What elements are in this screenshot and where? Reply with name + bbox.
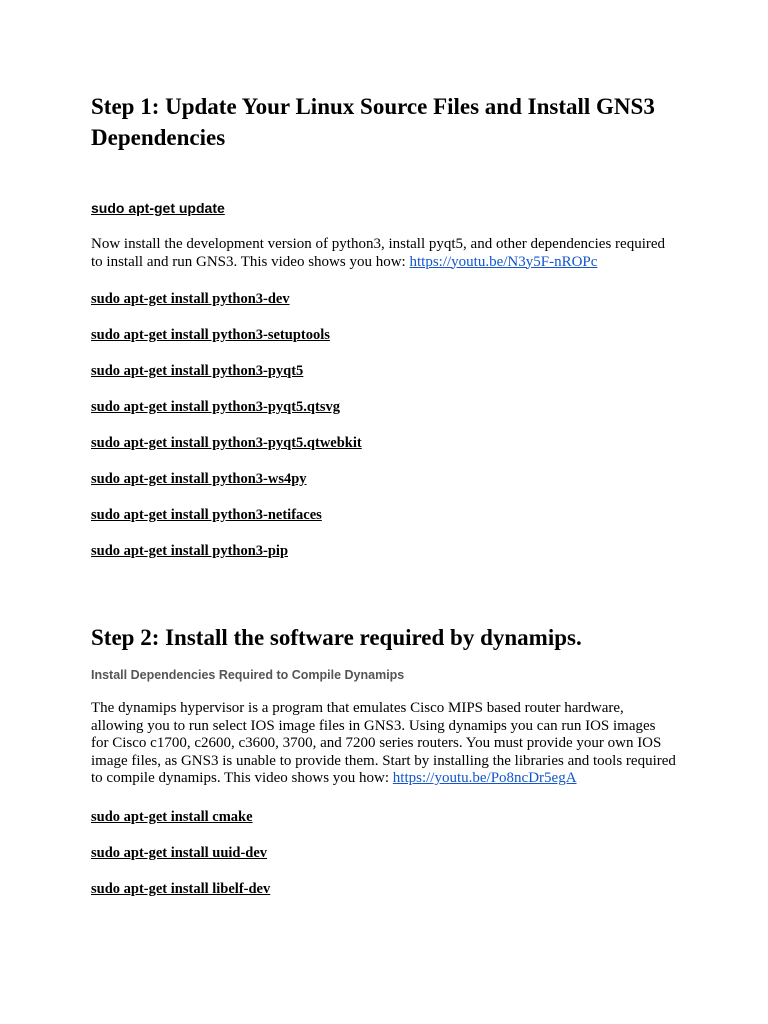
step2-subheading: Install Dependencies Required to Compile Dynamips <box>91 668 405 682</box>
command-python3-pip: sudo apt-get install python3-pip <box>91 543 289 559</box>
step1-heading-line1: Step 1: Update Your Linux Source Files and Install GNS3 <box>91 94 655 119</box>
step2-para-line5-text: to compile dynamips. This video shows you how: <box>91 770 393 787</box>
step1-intro-line1: Now install the development version of python3, install pyqt5, and other dependencies required <box>91 236 666 252</box>
command-uuid-dev: sudo apt-get install uuid-dev <box>91 845 268 861</box>
step2-para-line1: The dynamips hypervisor is a program that emulates Cisco MIPS based router hardware, <box>91 700 624 716</box>
command-python3-dev: sudo apt-get install python3-dev <box>91 291 290 307</box>
step1-intro-line2 <box>91 254 691 272</box>
step2-para-line2: allowing you to run select IOS image files in GNS3. Using dynamips you can run IOS images <box>91 717 656 734</box>
command-python3-setuptools: sudo apt-get install python3-setuptools <box>91 327 330 343</box>
step2-video-link[interactable]: https://youtu.be/Po8ncDr5egA <box>392 770 577 787</box>
step2-para-line4: image files, as GNS3 is unable to provide them. Start by installing the libraries and tools required <box>91 752 676 769</box>
command-python3-netifaces: sudo apt-get install python3-netifaces <box>91 507 322 523</box>
step2-para-line3: for Cisco c1700, c2600, c3600, 3700, and 7200 series routers. You must provide your own IOS <box>91 735 662 752</box>
command-cmake: sudo apt-get install cmake <box>91 809 253 825</box>
command-libelf-dev: sudo apt-get install libelf-dev <box>91 881 271 897</box>
step2-paragraph <box>91 700 691 788</box>
command-python3-pyqt5: sudo apt-get install python3-pyqt5 <box>91 363 304 379</box>
step1-video-link[interactable]: https://youtu.be/N3y5F-nROPc <box>409 253 598 270</box>
step1-intro-paragraph <box>91 236 691 271</box>
step2-heading: Step 2: Install the software required by dynamips. <box>91 625 582 650</box>
command-python3-pyqt5-qtsvg: sudo apt-get install python3-pyqt5.qtsvg <box>91 399 340 415</box>
step1-intro-line2-text: to install and run GNS3. This video shows you how: <box>91 253 410 270</box>
step1-heading <box>91 91 655 153</box>
command-python3-pyqt5-qtwebkit: sudo apt-get install python3-pyqt5.qtwebkit <box>91 435 362 451</box>
step1-heading-line2: Dependencies <box>91 125 226 150</box>
update-command: sudo apt-get update <box>91 200 225 216</box>
command-python3-ws4py: sudo apt-get install python3-ws4py <box>91 471 307 487</box>
step2-para-line5 <box>91 770 691 788</box>
